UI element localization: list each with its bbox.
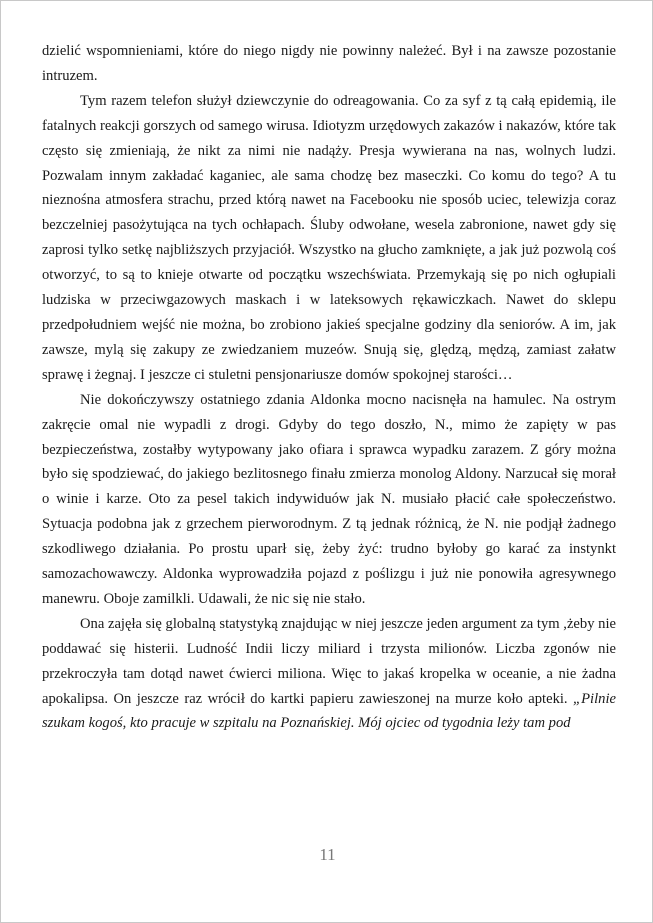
- text-body: [42, 39, 616, 736]
- paragraph-2: Tym razem telefon służył dziewczynie do odreagowania. Co za syf z tą całą epidemią, ile fatalnych reakcji gorszych od samego wirusa. Idiotyzm urzędowych zakazów i nakazów, które tak często się zmieniają, że nikt za nimi nie nadąży. Presja wywierana na nas, wolnych ludzi. Pozwalam innym zakładać kaganiec, ale sama chodzę bez maseczki. Co komu do tego? A tu nieznośna atmosfera strachu, przed którą nawet na Facebooku nie sposób uciec, telewizja coraz bezczelniej pasożytująca na tych ochłapach. Śluby odwołane, wesela zabronione, nawet gdy się zaprosi tylko setkę najbliższych przyjaciół. Wszystko na głucho zamknięte, a jak już pozwolą coś otworzyć, to są to knieje otwarte od początku wszechświata. Przemykają się po nich ogłupiali ludziska w przeciwgazowych maskach i w lateksowych rękawiczkach. Nawet do sklepu przedpołudniem wejść nie można, bo zrobiono jakieś specjalne godziny dla seniorów. A im, jak zawsze, mylą się zakupy ze zwiedzaniem muzeów. Snują się, ględzą, mędzą, zamiast załatw sprawę i żegnaj. I jeszcze ci stuletni pensjonariusze domów spokojnej starości…: [42, 92, 616, 383]
- paragraph-1: dzielić wspomnieniami, które do niego nigdy nie powinny należeć. Był i na zawsze pozostanie intruzem.: [42, 43, 616, 84]
- paragraph-4: [42, 612, 616, 737]
- paragraph-4-text: Ona zajęła się globalną statystyką znajdując w niej jeszcze jeden argument za tym ,żeby nie poddawać się histerii. Ludność Indii liczy miliard i trzysta milionów. Liczba zgonów nie przekroczyła tam dotąd nawet ćwierci miliona. Więc to jakaś kropelka w oceanie, a nie żadna apokalipsa. On jeszcze raz wrócił do kartki papieru zawieszonej na murze koło apteki.: [42, 615, 616, 707]
- paragraph-4-quote: „Pilnie szukam kogoś, kto pracuje w szpitalu na Poznańskiej. Mój ojciec od tygodnia leży tam pod: [42, 690, 616, 732]
- page-number: 11: [319, 845, 336, 864]
- paragraph-3: Nie dokończywszy ostatniego zdania Aldonka mocno nacisnęła na hamulec. Na ostrym zakręcie omal nie wypadli z drogi. Gdyby do tego doszło, N., mimo że zapięty w pas bezpieczeństwa, zostałby wytypowany jako ofiara i sprawca wypadku zarazem. Z góry można było się spodziewać, do jakiego bezlitosnego finału zmierza monolog Aldony. Narzucał się morał o winie i karze. Oto za pesel takich indywiduów jak N. musiało płacić całe społeczeństwo. Sytuacja podobna jak z grzechem pierworodnym. Z tą jednak różnicą, że N. nie podjął żadnego szkodliwego działania. Po prostu uparł się, żeby żyć: trudno byłoby go karać za instynkt samozachowawczy. Aldonka wyprowadziła pojazd z poślizgu i już nie ponowiła agresywnego manewru. Oboje zamilkli. Udawali, że nic się nie stało.: [42, 391, 616, 607]
